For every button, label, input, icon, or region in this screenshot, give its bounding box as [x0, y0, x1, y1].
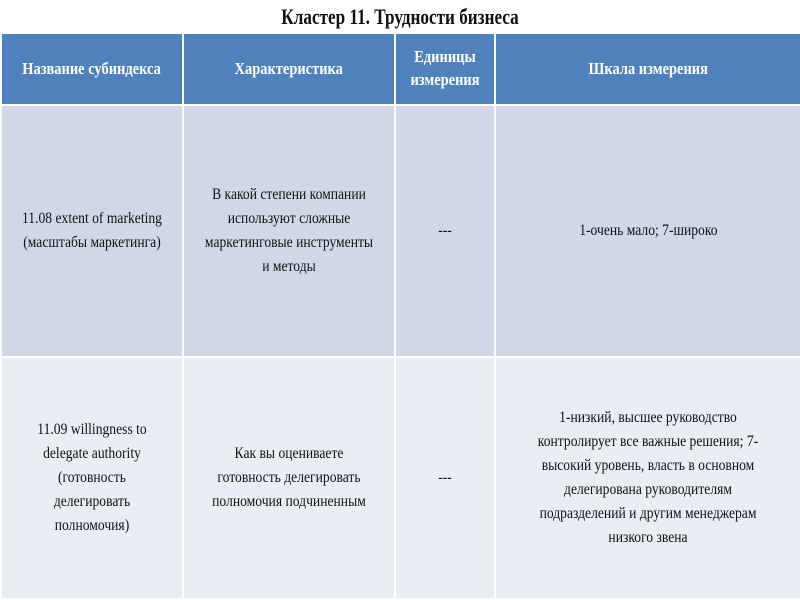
cell-units: ---	[395, 105, 495, 357]
table-header-row	[1, 33, 800, 105]
cell-units: ---	[395, 357, 495, 599]
cell-subindex-name: 11.08 extent of marketing (масштабы маркетинга)	[1, 105, 183, 357]
cell-description: Как вы оцениваете готовность делегировать полномочия подчиненным	[183, 357, 395, 599]
subindex-table	[0, 32, 800, 600]
page-title: Кластер 11. Трудности бизнеса	[281, 4, 519, 29]
cell-subindex-name: 11.09 willingness to delegate authority (готовность делегировать полномочия)	[1, 357, 183, 599]
table-row	[1, 105, 800, 357]
cell-scale: 1-низкий, высшее руководство контролирует все важные решения; 7-высокий уровень, власть в основном делегирована руководителям подразделений и другим менеджерам низкого звена	[495, 357, 800, 599]
header-scale: Шкала измерения	[495, 33, 800, 105]
header-units: Единицы измерения	[395, 33, 495, 105]
table-row	[1, 357, 800, 599]
header-description: Характеристика	[183, 33, 395, 105]
cell-scale: 1-очень мало; 7-широко	[495, 105, 800, 357]
header-subindex-name: Название субиндекса	[1, 33, 183, 105]
cell-description: В какой степени компании используют сложные маркетинговые инструменты и методы	[183, 105, 395, 357]
